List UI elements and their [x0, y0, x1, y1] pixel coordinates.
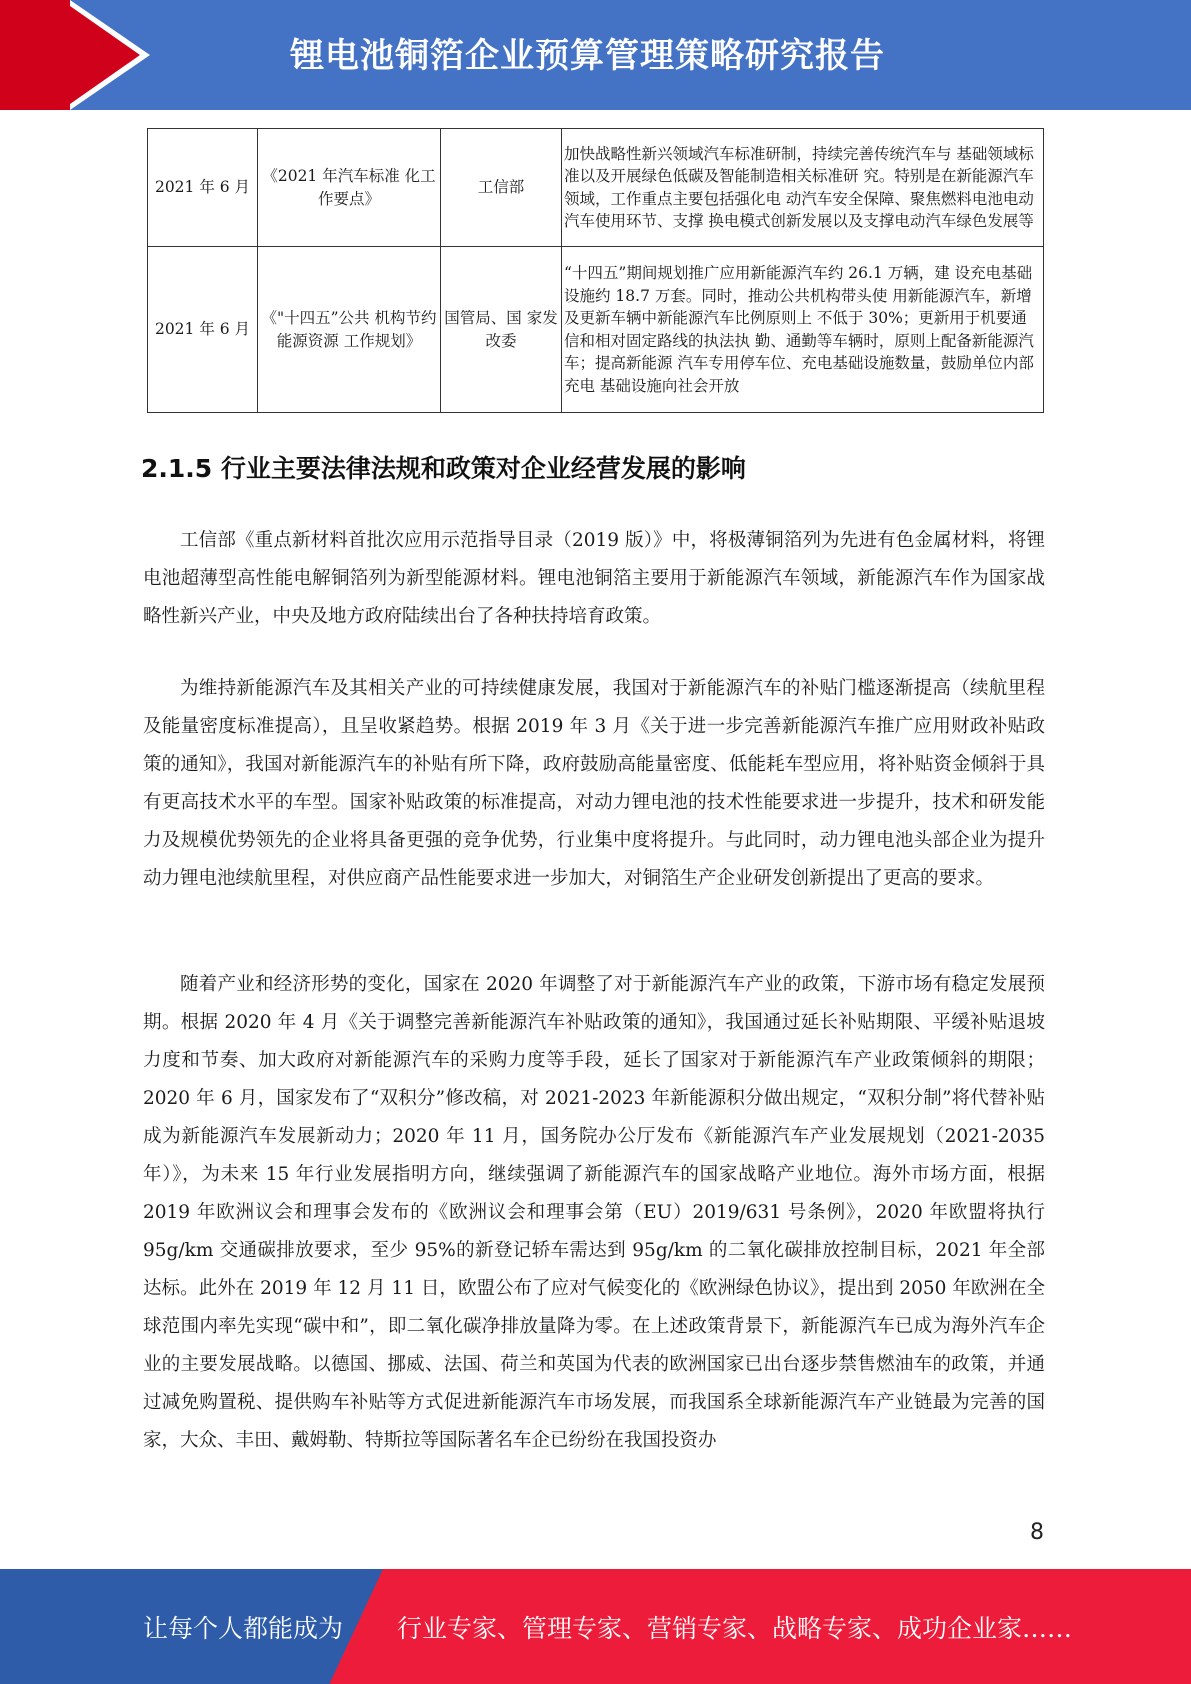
paragraph: 工信部《重点新材料首批次应用示范指导目录（2019 版）》中，将极薄铜箔列为先进有色金属材料，将锂电池超薄型高性能电解铜箔列为新型能源材料。锂电池铜箔主要用于新能源汽车领域，新能源汽车作为国家战略性新兴产业，中央及地方政府陆续出台了各种扶持培育政策。	[143, 530, 1045, 627]
header-arrow-icon	[70, 6, 140, 104]
policy-content: 加快战略性新兴领域汽车标准研制，持续完善传统汽车与 基础领域标准以及开展绿色低碳及智能制造相关标准研 究。特别是在新能源汽车领域，工作重点主要包括强化电 动汽车安全保障、聚焦燃料电池电动汽车使用环节、支撑 换电模式创新发展以及支撑电动汽车绿色发展等	[562, 129, 1044, 247]
report-header	[0, 0, 1191, 110]
policy-content: “十四五”期间规划推广应用新能源汽车约 26.1 万辆，建 设充电基础设施约 18.7 万套。同时，推动公共机构带头使 用新能源汽车，新增及更新车辆中新能源汽车比例原则上 不低于 30%；更新用于机要通信和相对固定路线的执法执 勤、通勤等车辆时，原则上配备新能源汽车；提高新能源 汽车专用停车位、充电基础设施数量，鼓励单位内部充电 基础设施向社会开放	[562, 247, 1044, 413]
policy-table	[147, 128, 1044, 413]
policy-issuer: 国管局、国 家发改委	[441, 247, 562, 413]
policy-date: 2021 年 6 月	[148, 129, 258, 247]
policy-name: 《"十四五”公共 机构节约能源资源 工作规划》	[258, 247, 441, 413]
footer-slogan-left: 让每个人都能成为	[143, 1614, 344, 1643]
paragraph: 为维持新能源汽车及其相关产业的可持续健康发展，我国对于新能源汽车的补贴门槛逐渐提高（续航里程及能量密度标准提高），且呈收紧趋势。根据 2019 年 3 月《关于进一步完善新能源汽车推广应用财政补贴政策的通知》，我国对新能源汽车的补贴有所下降，政府鼓励高能量密度、低能耗车型应用，将补贴资金倾斜于具有更高技术水平的车型。国家补贴政策的标准提高，对动力锂电池的技术性能要求进一步提升，技术和研发能力及规模优势领先的企业将具备更强的竞争优势，行业集中度将提升。与此同时，动力锂电池头部企业为提升动力锂电池续航里程，对供应商产品性能要求进一步加大，对铜箔生产企业研发创新提出了更高的要求。	[143, 678, 1045, 889]
table-row	[148, 247, 1044, 413]
table-row	[148, 129, 1044, 247]
footer-slogan-right: 行业专家、管理专家、营销专家、战略专家、成功企业家……	[397, 1614, 1073, 1643]
report-title: 锂电池铜箔企业预算管理策略研究报告	[290, 36, 885, 76]
page-number: 8	[1030, 1520, 1044, 1545]
policy-name: 《2021 年汽车标准 化工作要点》	[258, 129, 441, 247]
report-footer	[0, 1569, 1191, 1684]
policy-issuer: 工信部	[441, 129, 562, 247]
paragraph: 随着产业和经济形势的变化，国家在 2020 年调整了对于新能源汽车产业的政策，下游市场有稳定发展预期。根据 2020 年 4 月《关于调整完善新能源汽车补贴政策的通知》，我国通过延长补贴期限、平缓补贴退坡力度和节奏、加大政府对新能源汽车的采购力度等手段，延长了国家对于新能源汽车产业政策倾斜的期限；2020 年 6 月，国家发布了“双积分”修改稿，对 2021-2023 年新能源积分做出规定，“双积分制”将代替补贴成为新能源汽车发展新动力；2020 年 11 月，国务院办公厅发布《新能源汽车产业发展规划（2021-2035 年）》，为未来 15 年行业发展指明方向，继续强调了新能源汽车的国家战略产业地位。海外市场方面，根据 2019 年欧洲议会和理事会发布的《欧洲议会和理事会第（EU）2019/631 号条例》，2020 年欧盟将执行 95g/km 交通碳排放要求，至少 95%的新登记轿车需达到 95g/km 的二氧化碳排放控制目标，2021 年全部达标。此外在 2019 年 12 月 11 日，欧盟公布了应对气候变化的《欧洲绿色协议》，提出到 2050 年欧洲在全球范围内率先实现“碳中和”，即二氧化碳净排放量降为零。在上述政策背景下，新能源汽车已成为海外汽车企业的主要发展战略。以德国、挪威、法国、荷兰和英国为代表的欧洲国家已出台逐步禁售燃油车的政策，并通过减免购置税、提供购车补贴等方式促进新能源汽车市场发展，而我国系全球新能源汽车产业链最为完善的国家，大众、丰田、戴姆勒、特斯拉等国际著名车企已纷纷在我国投资办	[143, 974, 1045, 1451]
policy-date: 2021 年 6 月	[148, 247, 258, 413]
section-heading: 2.1.5 行业主要法律法规和政策对企业经营发展的影响	[141, 454, 746, 483]
header-red-block	[0, 0, 70, 110]
